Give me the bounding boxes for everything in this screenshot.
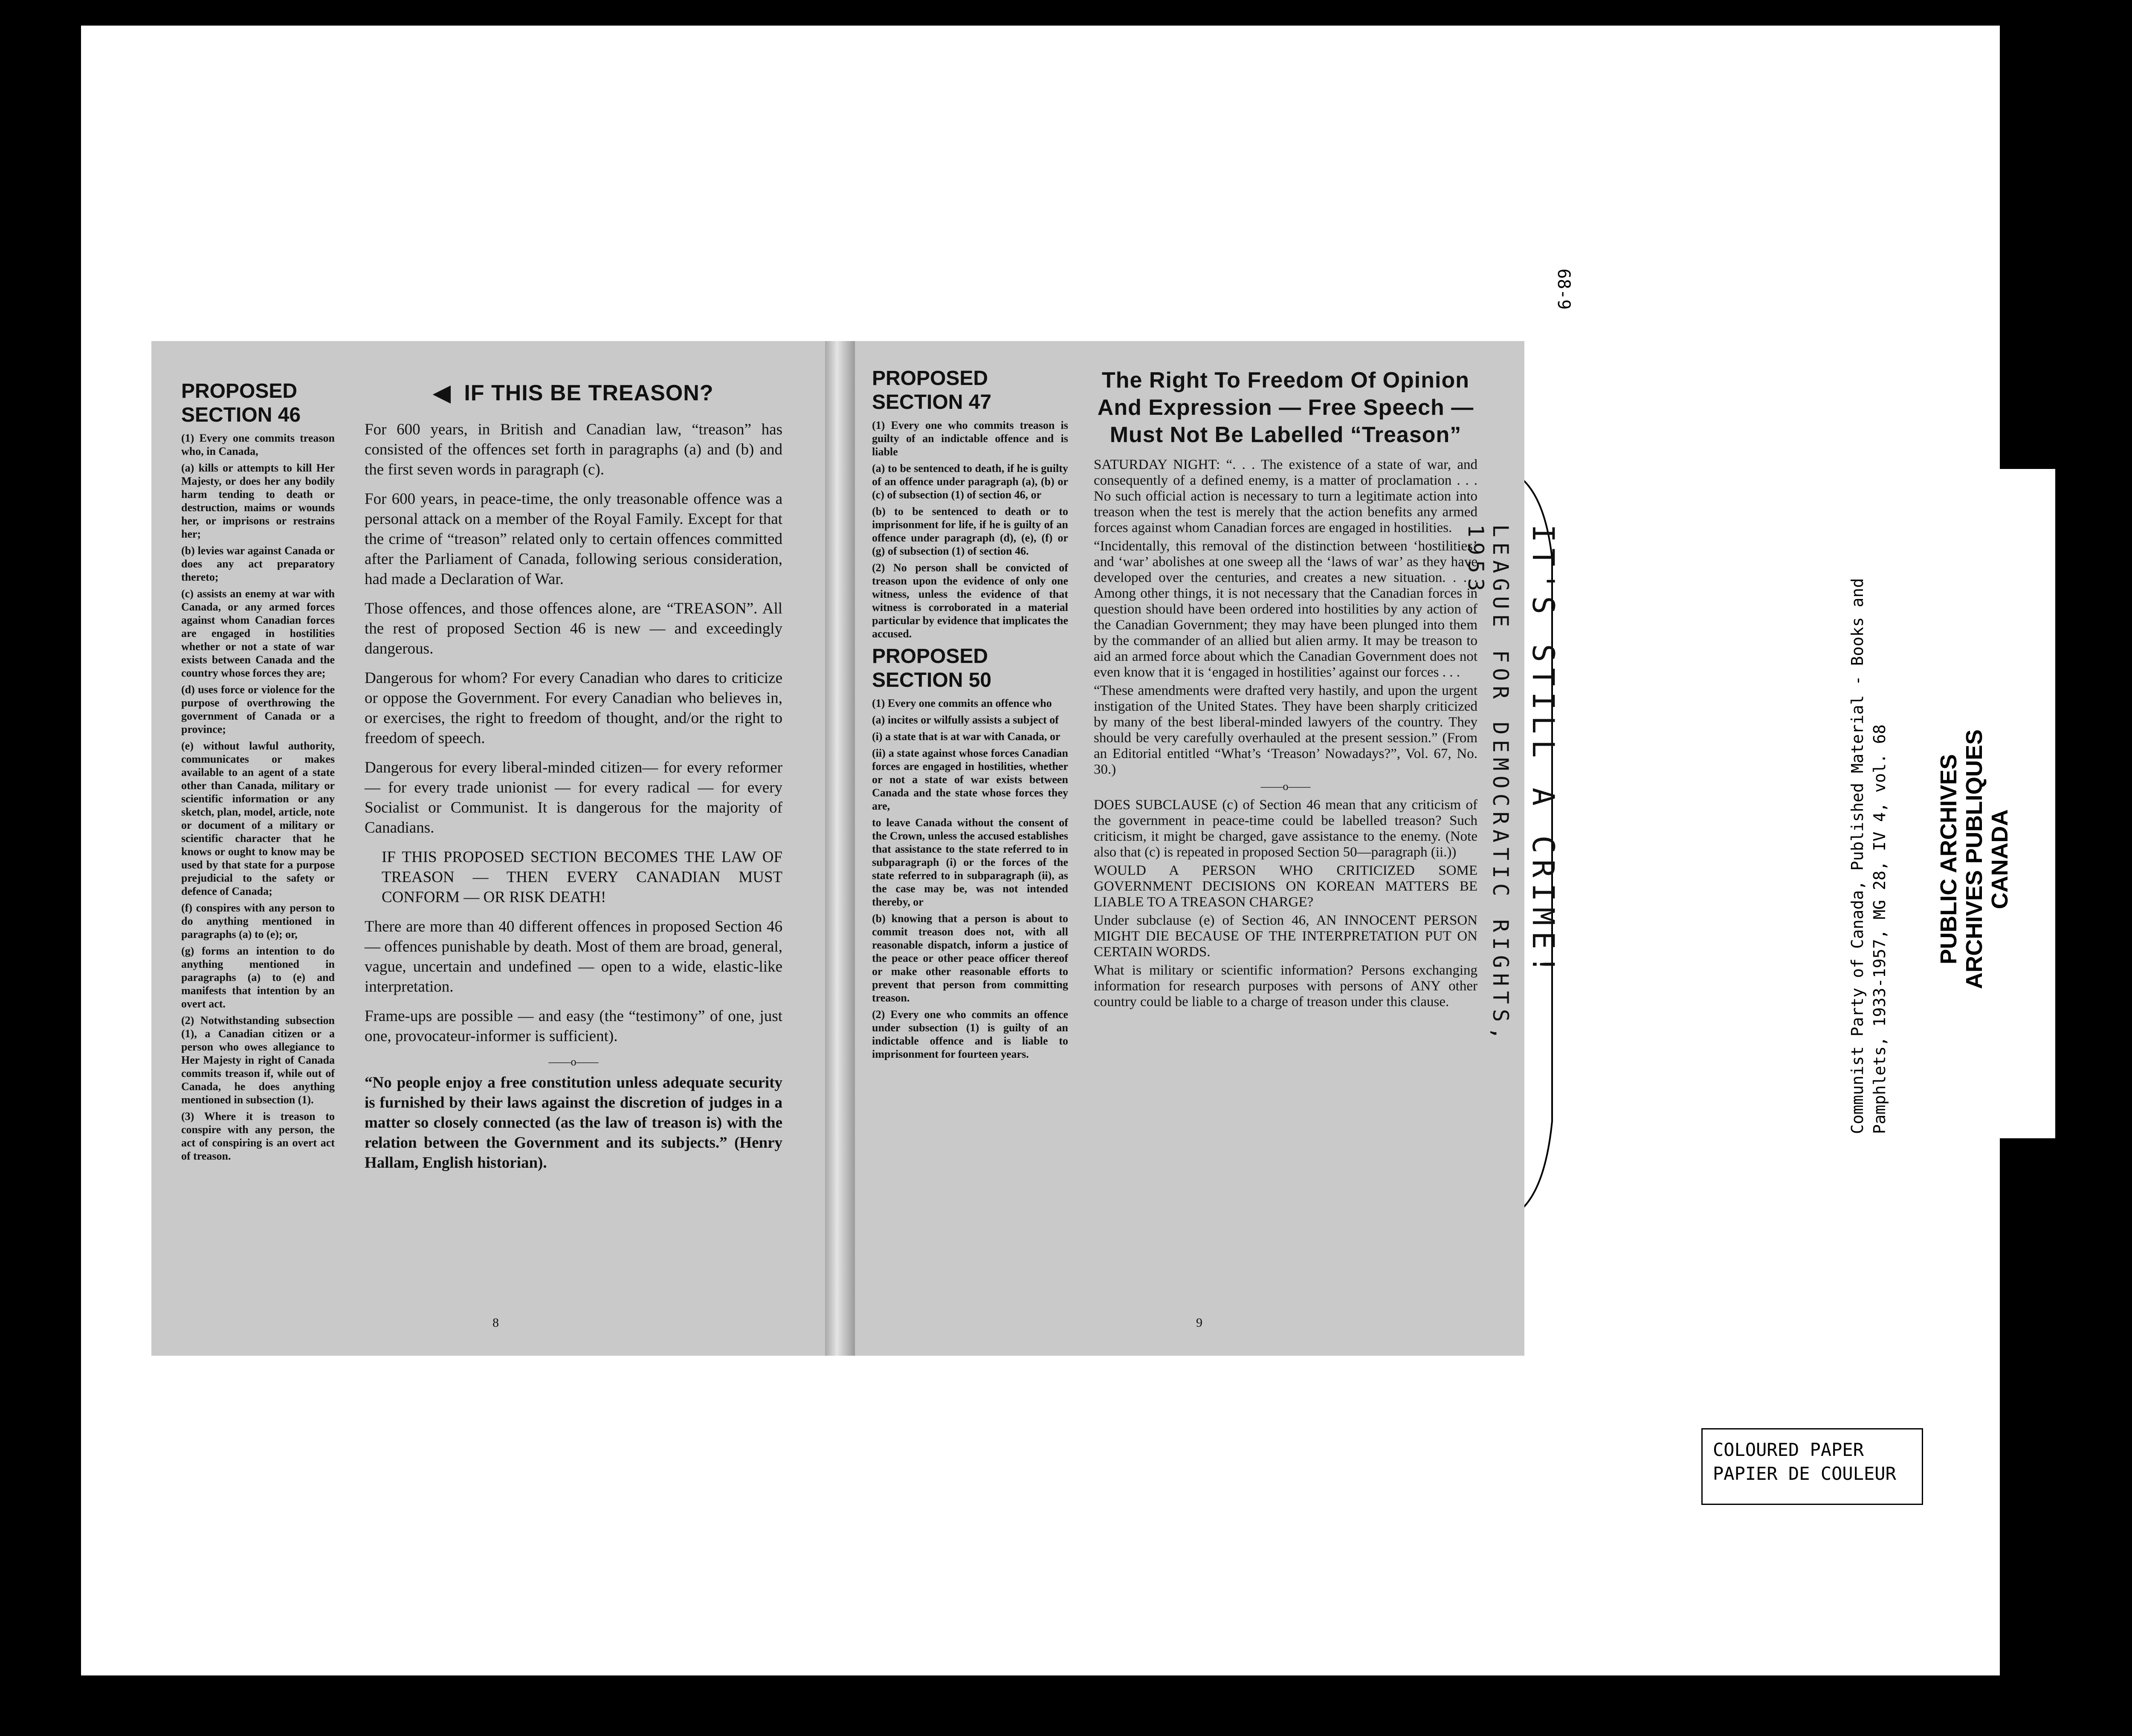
free-speech-article xyxy=(1094,367,1477,1013)
paragraph: DOES SUBCLAUSE (c) of Section 46 mean that any criticism of the government in peace-time could be labelled treason? Such criticism, it might be charged, gave assistance to the enemy. (Note also that (c) is repeated in proposed Section 50—paragraph (ii.)) xyxy=(1094,797,1477,860)
paragraph: WOULD A PERSON WHO CRITICIZED SOME GOVERNMENT DECISIONS ON KOREAN MATTERS BE LIABLE TO A TREASON CHARGE? xyxy=(1094,863,1477,910)
paragraph: Frame-ups are possible — and easy (the “testimony” of one, just one, provocateur-informer is sufficient). xyxy=(365,1007,782,1045)
pamphlet-spread xyxy=(151,341,1524,1356)
page-number: 8 xyxy=(492,1316,499,1330)
section-50-heading: PROPOSED SECTION 50 xyxy=(872,645,992,692)
quote: “No people enjoy a free constitution unless adequate security is furnished by their laws against the discretion of judges in a matter so closely connected (as the law of treason is) with the relation between the Government and its subjects.” (Henry Hallam, English historian). xyxy=(365,1074,782,1172)
clause: (b) to be sentenced to death or to imprisonment for life, if he is guilty of an offence under paragraph (d), (e), (f) or (g) of subsection (1) of section 46. xyxy=(872,505,1068,557)
paragraph: For 600 years, in British and Canadian law, “treason” has consisted of the offences set forth in paragraphs (a) and (b) and the first seven words in paragraph (c). xyxy=(365,421,782,478)
clause: (1) Every one commits an offence who xyxy=(872,697,1052,709)
paragraph: What is military or scientific information? Persons exchanging information for research purposes with persons of ANY other country could be liable to a charge of treason under this clause. xyxy=(1094,963,1477,1010)
clause: (g) forms an intention to do anything mentioned in paragraphs (a) to (e) and manifests that intention by an overt act. xyxy=(181,945,335,1010)
section-47-heading: PROPOSED SECTION 47 xyxy=(872,367,992,414)
paragraph: SATURDAY NIGHT: “. . . The existence of a state of war, and consequently of a defined enemy, is a matter of proclamation . . . No such official action is necessary to turn a legitimate action into treason when the test is merely that the action benefits any armed forces against whom Canadian forces are engaged in hostilities. xyxy=(1094,457,1477,535)
paragraph: Under subclause (e) of Section 46, AN INNOCENT PERSON MIGHT DIE BECAUSE OF THE INTERPRETATION PUT ON CERTAIN WORDS. xyxy=(1094,913,1477,960)
paragraph: “Incidentally, this removal of the distinction between ‘hostilities’ and ‘war’ abolishes at one sweep all the ‘laws of war’ as they have developed over the centuries, and creates a new situation. . . . Among other things, it is not necessary that the Canadian forces in question should have been ordered into hostilities by any action of the Canadian Government; they may have been plunged into them by the commander of an allied but alien army. It may be treason to aid an armed force about which the Canadian Government does not even know that it is ‘engaged in hostilities’ against our forces . . . xyxy=(1094,538,1477,680)
page-number: 9 xyxy=(1196,1316,1202,1330)
clause: (c) assists an enemy at war with Canada, or any armed forces against whom Canadian forces are engaged in hostilities whether or not a state of war exists between Canada and the country whose forces they are; xyxy=(181,587,335,679)
pamphlet-gutter xyxy=(825,341,855,1356)
paragraph: There are more than 40 different offences in proposed Section 46 — offences punishable by death. Most of them are broad, general, vague, uncertain and undefined — open to a wide, elastic-like interpretation. xyxy=(365,918,782,995)
clause: to leave Canada without the consent of the Crown, unless the accused establishes that assistance to the state referred to in subparagraph (i) or the forces of the state referred to in subparagraph (ii), as the case may be, was not intended thereby, or xyxy=(872,816,1068,908)
left-page xyxy=(181,367,812,1330)
paragraph: Dangerous for every liberal-minded citizen— for every reformer — for every trade unionist — for every radical — for every Socialist or Communist. It is dangerous for the majority of Canadians. xyxy=(365,759,782,836)
clause: (a) kills or attempts to kill Her Majesty, or does her any bodily harm tending to death or destruction, maims or wounds her, or imprisons or restrains her; xyxy=(181,462,335,540)
archive-institution: PUBLIC ARCHIVES ARCHIVES PUBLIQUES CANADA xyxy=(1936,729,2013,989)
section-46-column xyxy=(181,367,335,1166)
handwritten-note: IT'S STILL A CRIME! LEAGUE FOR DEMOCRATIC RIGHTS, 1953 xyxy=(1463,524,1561,1045)
callout: IF THIS PROPOSED SECTION BECOMES THE LAW OF TREASON — THEN EVERY CANADIAN MUST CONFORM — OR RISK DEATH! xyxy=(382,848,782,906)
paragraph: For 600 years, in peace-time, the only treasonable offence was a personal attack on a member of the Royal Family. Except for that the crime of “treason” related only to certain offences committed after the Parliament of Canada, following serious consideration, had made a Declaration of War. xyxy=(365,490,782,588)
archive-caption: Communist Party of Canada, Published Material - Books and Pamphlets, 1933-1957, MG 28, IV 4, vol. 68 xyxy=(1848,578,1889,1134)
separator: ——o—— xyxy=(548,1056,599,1068)
clause: (b) levies war against Canada or does any act preparatory thereto; xyxy=(181,544,335,583)
sections-47-50-column xyxy=(872,367,1068,1064)
article-title: ◀ IF THIS BE TREASON? xyxy=(433,381,714,405)
section-46-heading: PROPOSED SECTION 46 xyxy=(181,380,301,426)
article-title: The Right To Freedom Of Opinion And Expression — Free Speech — Must Not Be Labelled “Treason” xyxy=(1097,368,1474,447)
archive-label-text xyxy=(1846,469,2013,1134)
clause: (b) knowing that a person is about to commit treason does not, with all reasonable dispatch, inform a justice of the peace or other peace officer thereof or make other reasonable efforts to prevent that person from committing treason. xyxy=(872,912,1068,1004)
paragraph: Dangerous for whom? For every Canadian who dares to criticize or oppose the Government. For every Canadian who believes in, or exercises, the right to freedom of thought, and/or the right to freedom of speech. xyxy=(365,669,782,747)
clause: (e) without lawful authority, communicates or makes available to an agent of a state other than Canada, military or scientific information or any sketch, plan, model, article, note or document of a military or scientific character that he knows or ought to know may be used by that state for a purpose prejudicial to the safety or defence of Canada; xyxy=(181,740,335,897)
coloured-paper-stamp: COLOURED PAPER PAPIER DE COULEUR xyxy=(1701,1428,1923,1505)
paragraph: “These amendments were drafted very hastily, and upon the urgent instigation of the United States. They have been sharply criticized by many of the best liberal-minded lawyers of the country. They should be very carefully overhauled at the present session.” (From an Editorial entitled “What’s ‘Treason’ Nowadays?”, Vol. 67, No. 30.) xyxy=(1094,683,1477,777)
clause: (a) incites or wilfully assists a subject of xyxy=(872,714,1059,726)
archive-label-card xyxy=(1808,469,2055,1138)
separator: ——o—— xyxy=(1260,780,1311,793)
treason-article xyxy=(365,367,782,1182)
reference-number: 68-9 xyxy=(1554,269,1573,310)
clause: (f) conspires with any person to do anything mentioned in paragraphs (a) to (e); or, xyxy=(181,902,335,940)
clause: (a) to be sentenced to death, if he is guilty of an offence under paragraph (a), (b) or (c) of subsection (1) of section 46, or xyxy=(872,462,1068,501)
clause: (d) uses force or violence for the purpose of overthrowing the government of Canada or a province; xyxy=(181,683,335,735)
clause: (3) Where it is treason to conspire with any person, the act of conspiring is an overt act of treason. xyxy=(181,1110,335,1162)
arrow-icon: ◀ xyxy=(433,381,464,405)
clause: (i) a state that is at war with Canada, or xyxy=(872,730,1060,743)
clause: (2) No person shall be convicted of treason upon the evidence of only one witness, unless the evidence of that witness is corroborated in a material particular by evidence that implicates the accused. xyxy=(872,561,1068,640)
clause: (1) Every one who commits treason is guilty of an indictable offence and is liable xyxy=(872,419,1068,458)
clause: (ii) a state against whose forces Canadian forces are engaged in hostilities, whether or not a state of war exists between Canada and the state whose forces they are, xyxy=(872,747,1068,812)
right-page xyxy=(872,367,1503,1330)
paragraph: Those offences, and those offences alone, are “TREASON”. All the rest of proposed Section 46 is new — and exceedingly dangerous. xyxy=(365,600,782,657)
clause: (2) Notwithstanding subsection (1), a Canadian citizen or a person who owes allegiance to Her Majesty in right of Canada commits treason if, while out of Canada, he does anything mentioned in subsection (1). xyxy=(181,1014,335,1106)
clause: (1) Every one commits treason who, in Canada, xyxy=(181,432,335,457)
clause: (2) Every one who commits an offence under subsection (1) is guilty of an indictable offence and is liable to imprisonment for fourteen years. xyxy=(872,1008,1068,1060)
